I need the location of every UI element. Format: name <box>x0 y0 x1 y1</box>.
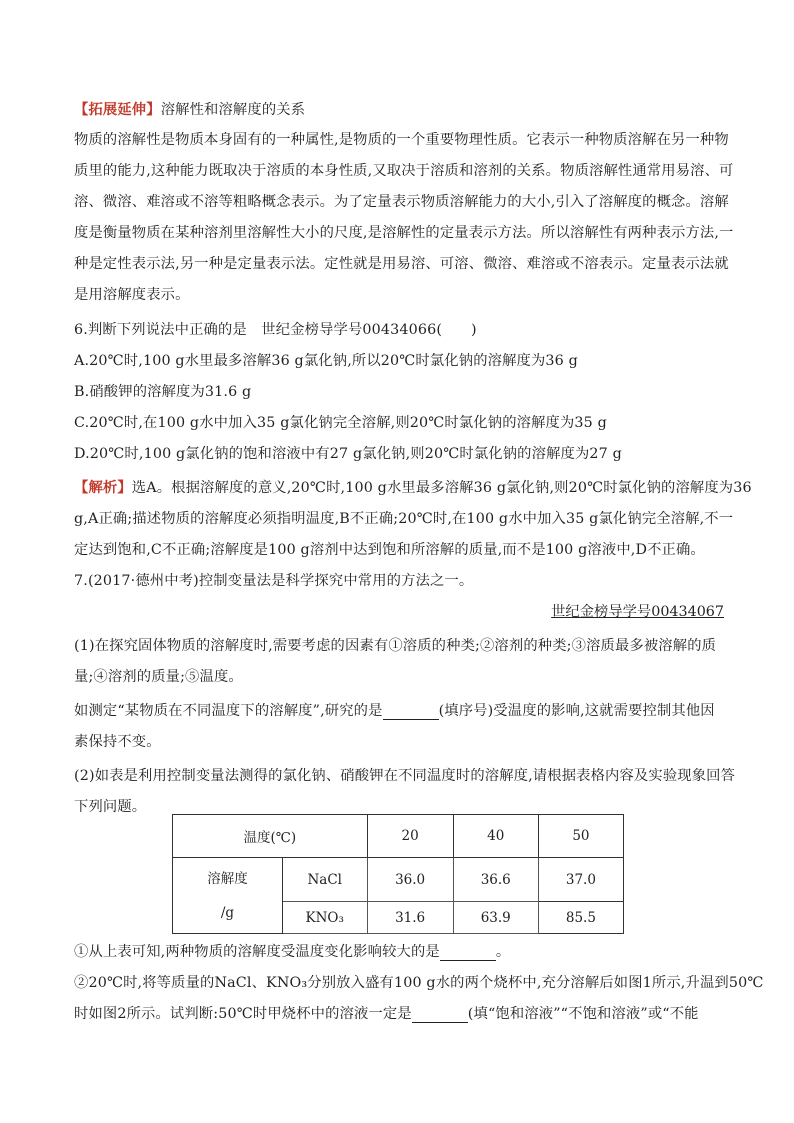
option-b: B.硝酸钾的溶解度为31.6 g <box>74 384 252 400</box>
q7-part2-line: 下列问题。 <box>74 799 147 815</box>
q7-part1-line: (1)在探究固体物质的溶解度时,需要考虑的因素有①溶质的种类;②溶剂的种类;③溶质最多被溶解的质 <box>74 638 717 654</box>
question-6: 6.判断下列说法中正确的是 世纪金榜导学号00434066( ) <box>74 322 477 338</box>
q7-sub1 <box>74 941 724 961</box>
extension-heading <box>74 99 724 119</box>
q7-sub2-pre: 时如图2所示。试判断:50℃时甲烧杯中的溶液一定是 <box>74 1006 412 1022</box>
question-7-code: 世纪金榜导学号00434067 <box>551 604 724 620</box>
analysis-text: 选A。根据溶解度的意义,20℃时,100 g水里最多溶解36 g氯化钠,则20℃时氯化钠的溶解度为36 <box>131 480 752 496</box>
table-row <box>173 858 624 902</box>
paragraph-line: 溶、微溶、难溶或不溶等粗略概念表示。为了定量表示物质溶解能力的大小,引入了溶解度的概念。溶解 <box>74 194 729 210</box>
solubility-table <box>172 814 624 934</box>
table-cell: 63.9 <box>453 902 538 934</box>
row-label-line: 溶解度 <box>207 870 248 887</box>
paragraph-line: 度是衡量物质在某种溶剂里溶解性大小的尺度,是溶解性的定量表示方法。所以溶解性有两种表示方法,一 <box>74 225 734 241</box>
table-cell-name: KNO₃ <box>282 902 367 934</box>
q7-sub2-question <box>74 1003 724 1023</box>
answer-blank[interactable] <box>383 705 439 720</box>
answer-blank[interactable] <box>440 946 496 961</box>
question-7: 7.(2017·德州中考)控制变量法是科学探究中常用的方法之一。 <box>74 573 474 589</box>
q7-part1-line: 量;④溶剂的质量;⑤温度。 <box>74 669 243 685</box>
q7-part1-post: (填序号)受温度的影响,这就需要控制其他因 <box>438 703 715 719</box>
paragraph-line: 质里的能力,这种能力既取决于溶质的本身性质,又取决于溶质和溶剂的关系。物质溶解性通常用易溶、可 <box>74 163 734 179</box>
analysis-tag: 【解析】 <box>74 480 132 496</box>
table-cell: 36.0 <box>367 858 453 902</box>
q7-sub1-post: 。 <box>495 944 511 960</box>
table-header-row <box>173 815 624 858</box>
option-d: D.20℃时,100 g氯化钠的饱和溶液中有27 g氯化钠,则20℃时氯化钠的溶解度为27 g <box>74 446 622 462</box>
q7-part1-question <box>74 700 724 720</box>
answer-blank[interactable] <box>412 1008 468 1023</box>
q7-sub2-post: (填“饱和溶液”“不饱和溶液”或“不能 <box>467 1006 699 1022</box>
table-cell-name: NaCl <box>282 858 367 902</box>
option-a: A.20℃时,100 g水里最多溶解36 g氯化钠,所以20℃时氯化钠的溶解度为36 g <box>74 353 578 369</box>
paragraph-line: 物质的溶解性是物质本身固有的一种属性,是物质的一个重要物理性质。它表示一种物质溶解在另一种物 <box>74 132 729 148</box>
extension-tag: 【拓展延伸】 <box>74 102 161 118</box>
extension-title: 溶解性和溶解度的关系 <box>160 102 306 118</box>
q7-sub2-line: ②20℃时,将等质量的NaCl、KNO₃分别放入盛有100 g水的两个烧杯中,充分溶解后如图1所示,升温到50℃ <box>74 975 764 991</box>
table-cell: 31.6 <box>367 902 453 934</box>
table-cell: 37.0 <box>538 858 623 902</box>
analysis-line <box>74 477 752 497</box>
row-label-line: /g <box>220 904 235 921</box>
analysis-line: g,A正确;描述物质的溶解度必须指明温度,B不正确;20℃时,在100 g水中加入35 g氯化钠完全溶解,不一 <box>74 511 734 527</box>
table-row-label <box>173 858 283 934</box>
q7-part1-line: 素保持不变。 <box>74 734 161 750</box>
table-header-temp: 20 <box>367 815 453 858</box>
analysis-line: 定达到饱和,C不正确;溶解度是100 g溶剂中达到饱和所溶解的质量,而不是100 g溶液中,D不正确。 <box>74 542 705 558</box>
table-cell: 36.6 <box>453 858 538 902</box>
paragraph-line: 种是定性表示法,另一种是定量表示法。定性就是用易溶、可溶、微溶、难溶或不溶表示。定量表示法就 <box>74 256 729 272</box>
q7-sub1-pre: ①从上表可知,两种物质的溶解度受温度变化影响较大的是 <box>74 944 440 960</box>
table-header-temp: 50 <box>538 815 623 858</box>
paragraph-line: 是用溶解度表示。 <box>74 287 190 303</box>
table-cell: 85.5 <box>538 902 623 934</box>
q7-part1-pre: 如测定“某物质在不同温度下的溶解度”,研究的是 <box>74 703 383 719</box>
table-header-temp: 40 <box>453 815 538 858</box>
table-header-label: 温度(℃) <box>173 815 368 858</box>
option-c: C.20℃时,在100 g水中加入35 g氯化钠完全溶解,则20℃时氯化钠的溶解度为35 g <box>74 415 607 431</box>
q7-part2-line: (2)如表是利用控制变量法测得的氯化钠、硝酸钾在不同温度时的溶解度,请根据表格内容及实验现象回答 <box>74 768 736 784</box>
